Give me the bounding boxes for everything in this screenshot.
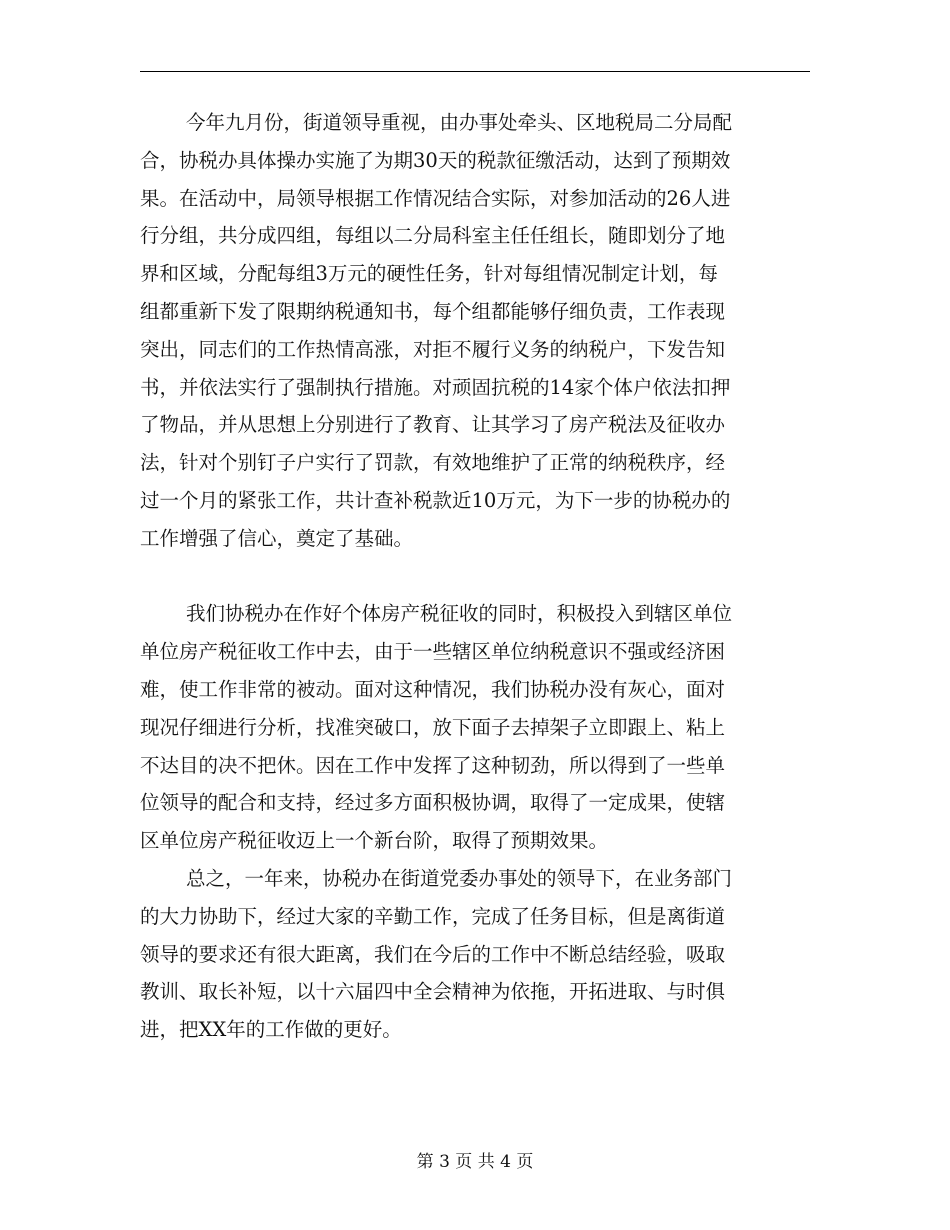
document-body <box>140 104 810 1049</box>
text-line: 今年九月份，街道领导重视，由办事处牵头、区地税局二分局配 <box>186 111 733 134</box>
text-line: 组都重新下发了限期纳税通知书，每个组都能够仔细负责，工作表现 <box>140 299 726 323</box>
text-line: 了物品，并从思想上分别进行了教育、让其学习了房产税法及征收办 <box>140 413 726 437</box>
text-line: 行分组，共分成四组，每组以二分局科室主任任组长，随即划分了地 <box>140 224 726 248</box>
paragraph <box>140 860 810 1049</box>
text-line: 突出，同志们的工作热情高涨，对拒不履行义务的纳税户，下发告知 <box>140 337 726 361</box>
text-line: 不达目的决不把休。因在工作中发挥了这种韧劲，所以得到了一些单 <box>140 753 726 777</box>
text-line: 果。在活动中，局领导根据工作情况结合实际，对参加活动的26人进 <box>140 186 731 210</box>
text-line: 合，协税办具体操办实施了为期30天的税款征缴活动，达到了预期效 <box>140 148 731 172</box>
text-line: 进，把XX年的工作做的更好。 <box>140 1018 402 1042</box>
header-rule <box>140 71 810 72</box>
text-line: 书，并依法实行了强制执行措施。对顽固抗税的14家个体户依法扣押 <box>140 375 731 399</box>
text-line: 单位房产税征收工作中去，由于一些辖区单位纳税意识不强或经济困 <box>140 640 726 664</box>
text-line: 的大力协助下，经过大家的辛勤工作，完成了任务目标，但是离街道 <box>140 904 726 928</box>
text-line: 教训、取长补短，以十六届四中全会精神为依拖，开拓进取、与时俱 <box>140 980 726 1004</box>
text-line: 难，使工作非常的被动。面对这种情况，我们协税办没有灰心，面对 <box>140 677 726 701</box>
page-number-footer: 第 3 页 共 4 页 <box>416 1152 534 1172</box>
text-line: 现况仔细进行分析，找准突破口，放下面子去掉架子立即跟上、粘上 <box>140 715 726 739</box>
text-line: 我们协税办在作好个体房产税征收的同时，积极投入到辖区单位 <box>186 602 733 626</box>
paragraph <box>140 595 810 860</box>
text-line: 位领导的配合和支持，经过多方面积极协调，取得了一定成果，使辖 <box>140 791 726 815</box>
text-line: 工作增强了信心，奠定了基础。 <box>140 526 414 550</box>
text-line: 界和区域，分配每组3万元的硬性任务，针对每组情况制定计划，每 <box>140 262 718 286</box>
paragraph <box>140 104 810 558</box>
section-heading <box>140 558 810 596</box>
text-line: 领导的要求还有很大距离，我们在今后的工作中不断总结经验，吸取 <box>140 942 726 966</box>
text-line: 区单位房产税征收迈上一个新台阶，取得了预期效果。 <box>140 829 609 853</box>
text-line: 过一个月的紧张工作，共计查补税款近10万元，为下一步的协税办的 <box>140 488 731 512</box>
text-line: 总之，一年来，协税办在街道党委办事处的领导下，在业务部门 <box>186 866 733 890</box>
text-line: 法，针对个别钉子户实行了罚款，有效地维护了正常的纳税秩序，经 <box>140 451 726 475</box>
